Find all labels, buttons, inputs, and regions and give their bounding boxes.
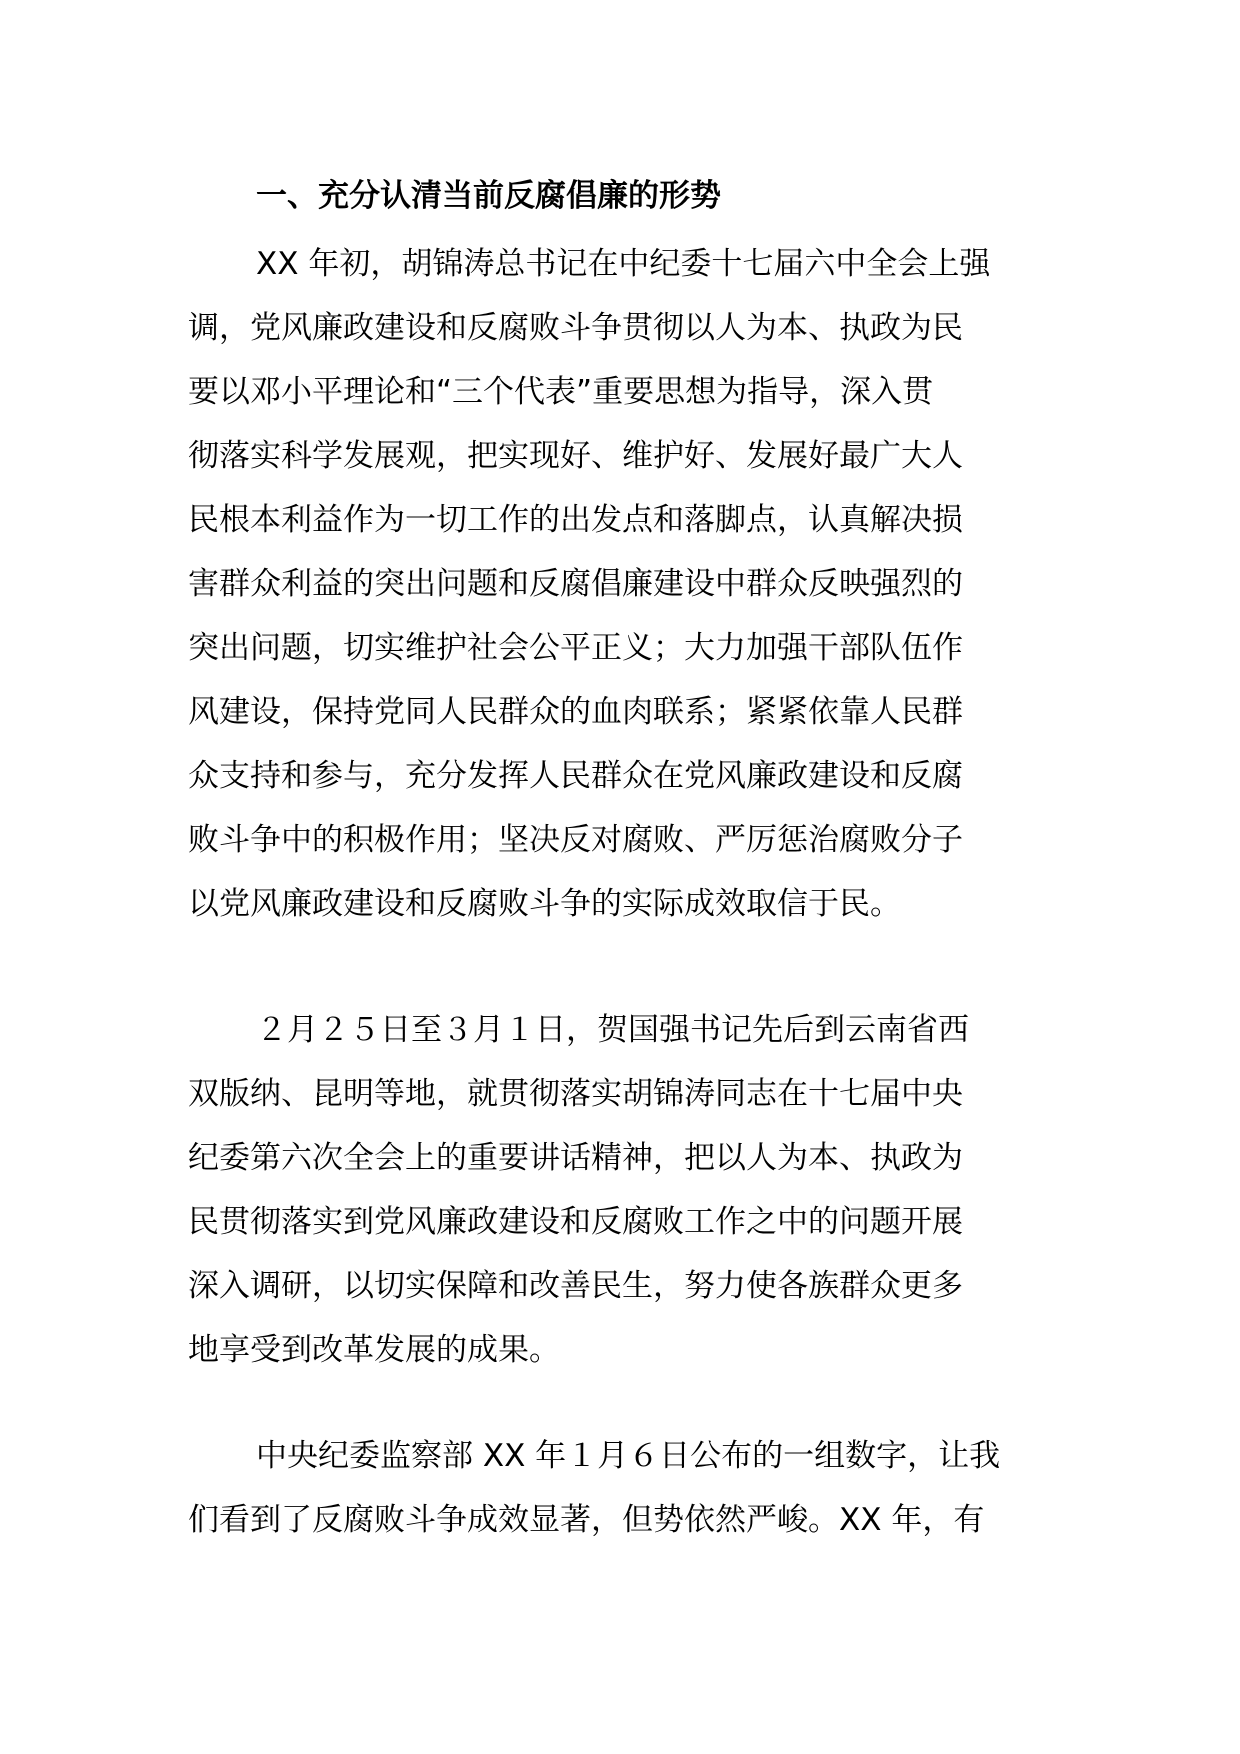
paragraph-line: XX 年初，胡锦涛总书记在中纪委十七届六中全会上强 [256, 246, 991, 282]
paragraph-line: 众支持和参与，充分发挥人民群众在党风廉政建设和反腐 [188, 758, 963, 794]
paragraph-line: 害群众利益的突出问题和反腐倡廉建设中群众反映强烈的 [188, 566, 963, 602]
paragraph-line: 要以邓小平理论和“三个代表”重要思想为指导，深入贯 [188, 374, 934, 410]
paragraph-line: 深入调研，以切实保障和改善民生，努力使各族群众更多 [188, 1268, 963, 1304]
paragraph-line: 调，党风廉政建设和反腐败斗争贯彻以人为本、执政为民 [188, 310, 963, 346]
paragraph-2 [188, 998, 1068, 1382]
paragraph-line: 突出问题，切实维护社会公平正义；大力加强干部队伍作 [188, 630, 963, 666]
paragraph-line: 民根本利益作为一切工作的出发点和落脚点，认真解决损 [188, 502, 963, 538]
paragraph-line: 中央纪委监察部 XX 年１月６日公布的一组数字，让我 [256, 1438, 1001, 1474]
paragraph-line: 们看到了反腐败斗争成效显著，但势依然严峻。XX 年，有 [188, 1502, 985, 1538]
paragraph-line: 风建设，保持党同人民群众的血肉联系；紧紧依靠人民群 [188, 694, 963, 730]
paragraph-line: 双版纳、昆明等地，就贯彻落实胡锦涛同志在十七届中央 [188, 1076, 963, 1112]
paragraph-line: 败斗争中的积极作用；坚决反对腐败、严厉惩治腐败分子 [188, 822, 963, 858]
paragraph-line: 彻落实科学发展观，把实现好、维护好、发展好最广大人 [188, 438, 963, 474]
paragraph-line: ２月２５日至３月１日，贺国强书记先后到云南省西 [256, 1012, 969, 1048]
paragraph-1 [188, 232, 1068, 936]
paragraph-line: 地享受到改革发展的成果。 [188, 1332, 560, 1368]
paragraph-3 [188, 1424, 1068, 1552]
paragraph-line: 以党风廉政建设和反腐败斗争的实际成效取信于民。 [188, 886, 901, 922]
paragraph-line: 民贯彻落实到党风廉政建设和反腐败工作之中的问题开展 [188, 1204, 963, 1240]
section-heading: 一、充分认清当前反腐倡廉的形势 [256, 178, 721, 214]
paragraph-line: 纪委第六次全会上的重要讲话精神，把以人为本、执政为 [188, 1140, 963, 1176]
